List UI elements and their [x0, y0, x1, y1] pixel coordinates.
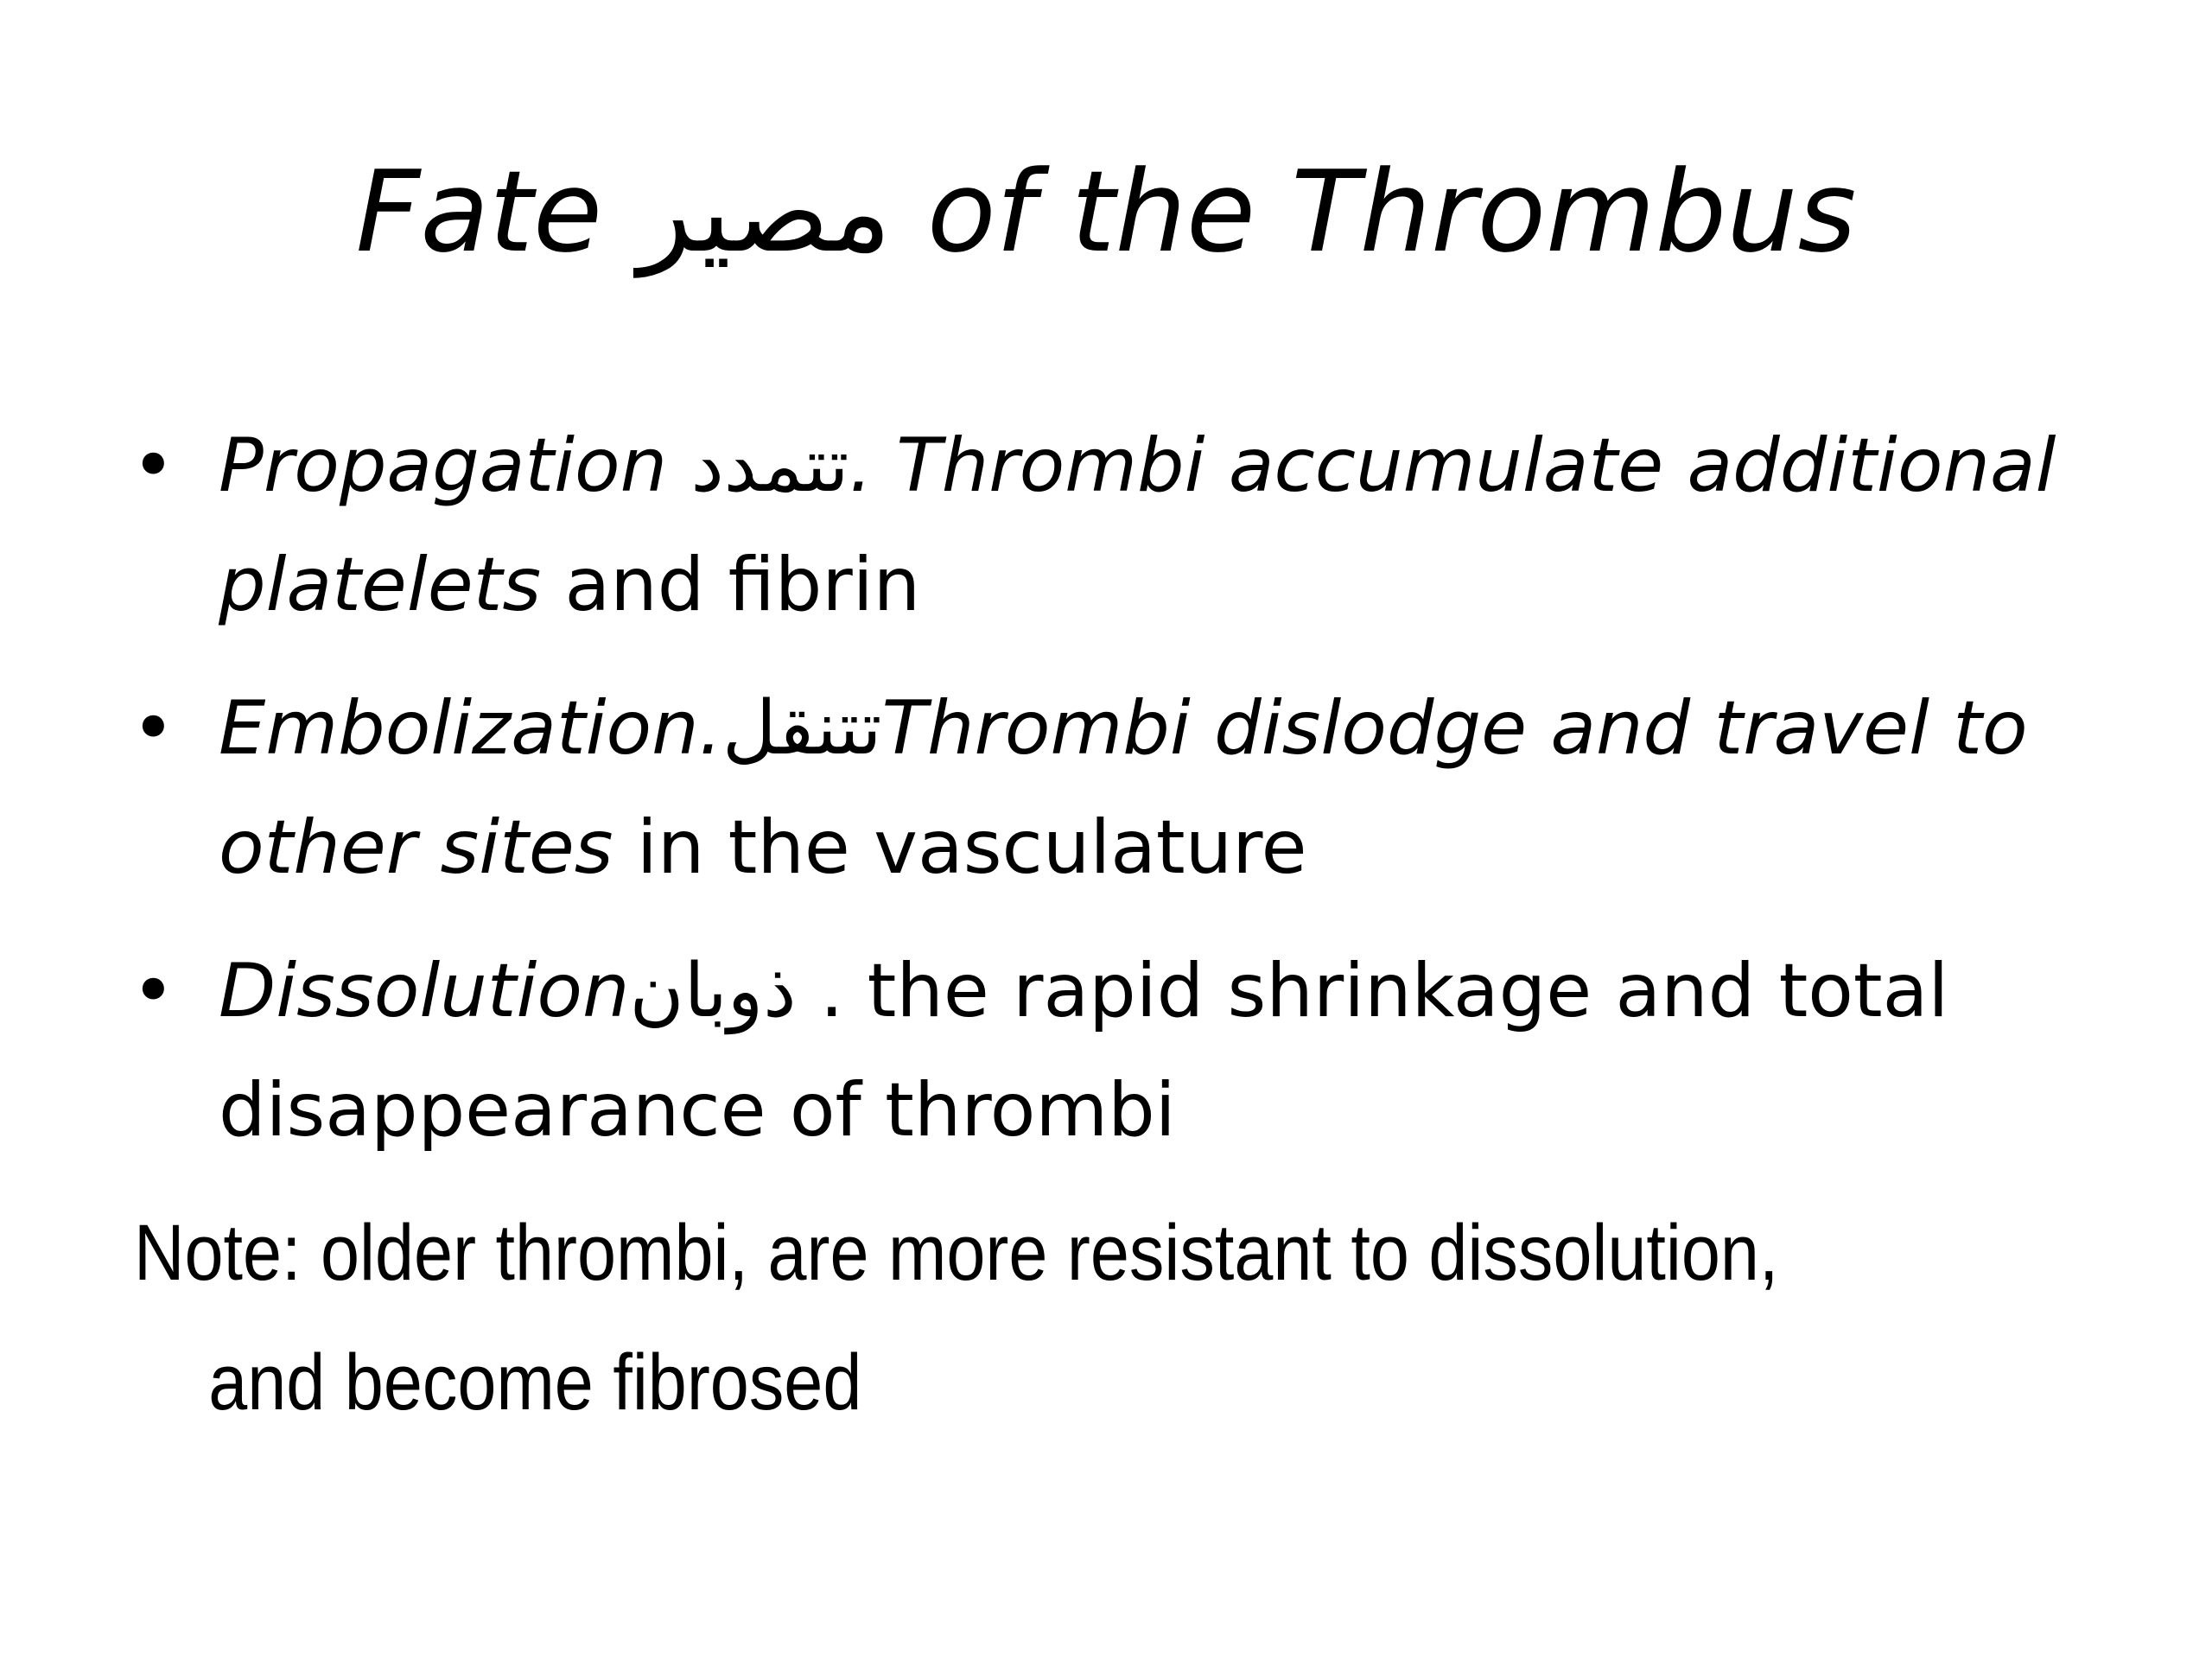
bullet-arabic-term: ذوبان — [629, 948, 797, 1034]
bullet-term: Embolization. — [219, 685, 723, 772]
bullet-list — [130, 406, 2117, 1194]
bullet-term: Dissolution — [219, 948, 630, 1034]
bullet-arabic-term: تتمدد — [690, 423, 849, 509]
bullet-marker: • — [131, 685, 175, 772]
bullet-plain-text: . the rapid shrinkage and total disappearance of thrombi — [219, 948, 1949, 1154]
title-text-rest: of the Thrombus — [891, 146, 1857, 277]
bullet-plain-text: and fibrin — [541, 542, 921, 628]
title-arabic-text: مصير — [638, 146, 892, 277]
bullet-item-embolization — [130, 669, 2117, 907]
bullet-italic-text: . Thrombi accumulate additional platelets — [219, 423, 2056, 628]
slide-title — [0, 138, 2212, 285]
bullet-item-propagation — [130, 406, 2117, 645]
note-paragraph — [134, 1188, 1883, 1447]
bullet-marker: • — [131, 948, 175, 1034]
bullet-marker: • — [131, 423, 175, 509]
title-text-fate: Fate — [355, 146, 639, 277]
bullet-arabic-term: تتنقل — [722, 685, 882, 772]
note-line-1: Note: older thrombi, are more resistant to dissolution, — [134, 1209, 1779, 1297]
bullet-term: Propagation — [219, 423, 691, 509]
note-line-2: and become fibrosed — [208, 1338, 862, 1427]
bullet-plain-text: in the vasculature — [613, 804, 1307, 891]
bullet-item-dissolution — [130, 931, 2117, 1170]
bullet-italic-text: Thrombi dislodge and travel to other sites — [219, 685, 2028, 891]
